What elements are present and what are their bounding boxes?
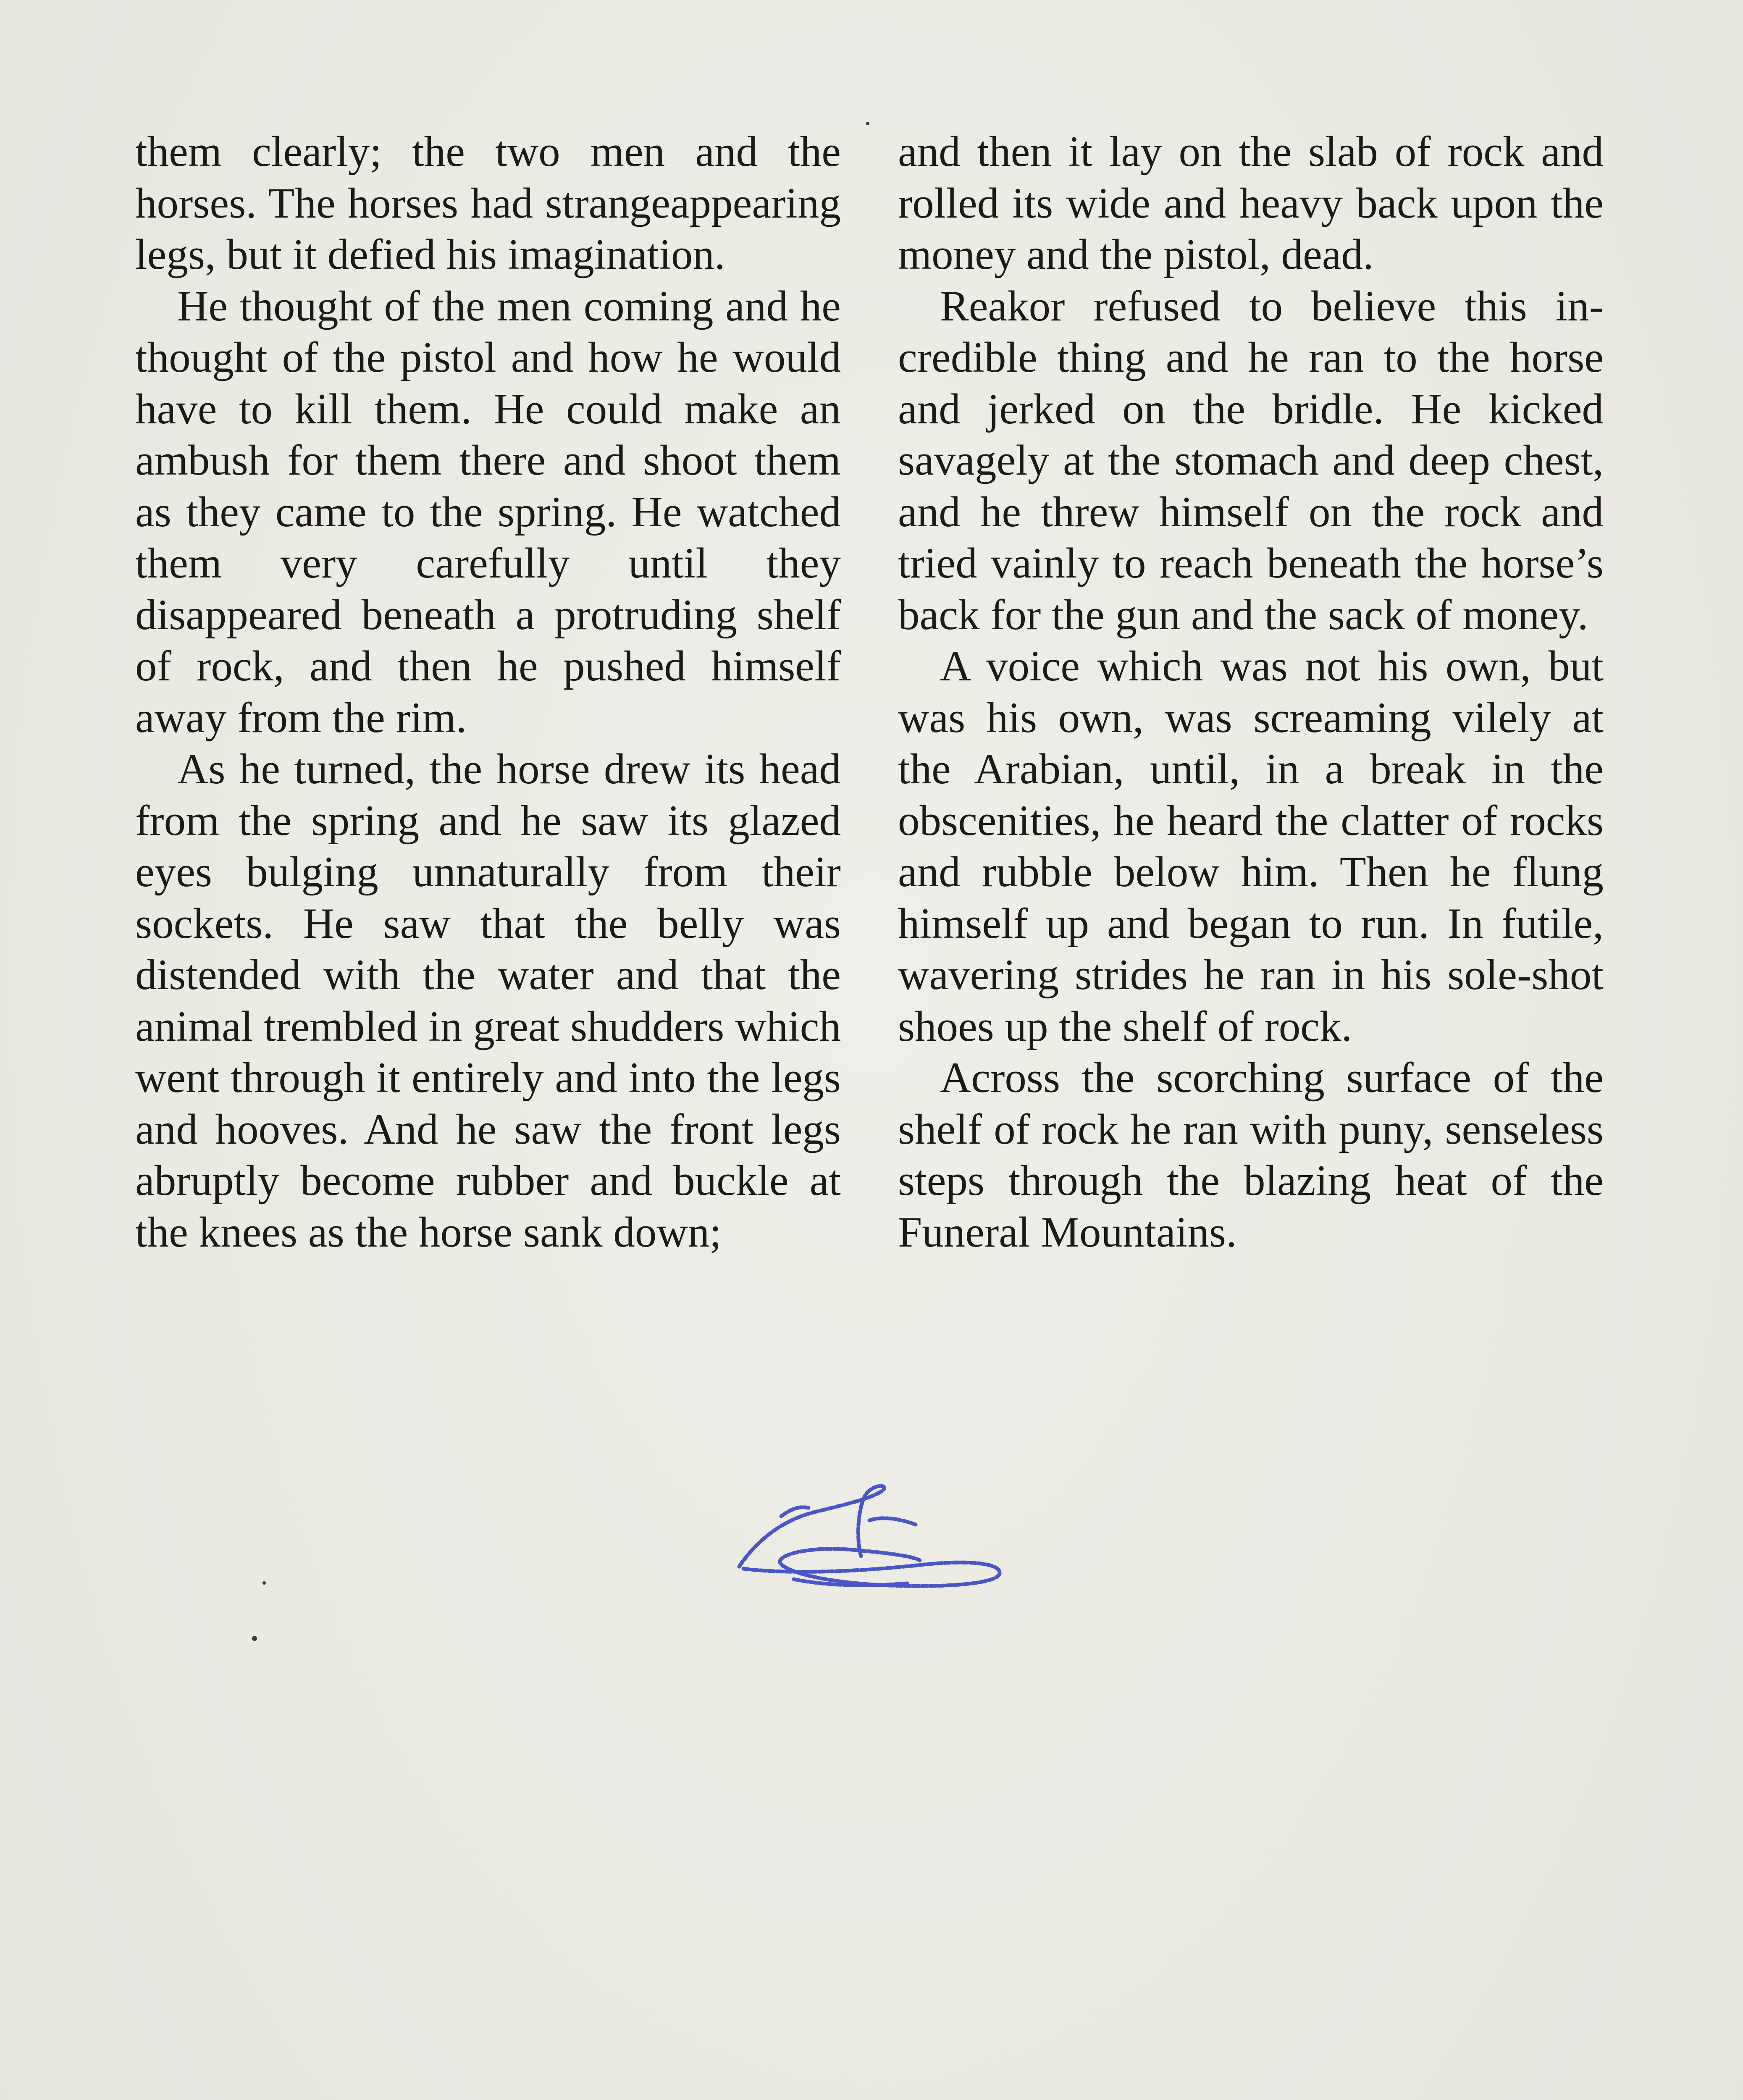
left-paragraph-3: As he turned, the horse drew its head from the spring and he saw its glazed eyes bulging unnaturally from their sockets. He saw that the belly was distended with the water and that the animal trembled in great shudders which went through it entirely and into the legs and hooves. And he saw the front legs abruptly become rubber and buckle at the knees as the horse sank down; [135, 745, 841, 1256]
paper-speck [262, 1581, 266, 1585]
paper-speck [252, 1636, 257, 1641]
left-paragraph-2: He thought of the men coming and he thought of the pistol and how he would have to kill them. He could make an ambush for them there and shoot them as they came to the spring. He watched them very carefully until they disappeared beneath a protruding shelf of rock, and then he pushed himself away from the rim. [135, 282, 841, 742]
right-text-column [898, 126, 1604, 1258]
right-paragraph-1: and then it lay on the slab of rock and rolled its wide and heavy back upon the money and the pistol, dead. [898, 128, 1604, 278]
right-paragraph-3: A voice which was not his own, but was his own, was screaming vilely at the Arabian, until, in a break in the obscenities, he heard the clatter of rocks and rubble below him. Then he flung himself up and began to run. In futile, wavering strides he ran in his sole-shot shoes up the shelf of rock. [898, 642, 1604, 1050]
right-paragraph-2: Reakor refused to believe this incredible thing and he ran to the horse and jerked on the bridle. He kicked savagely at the stomach and deep chest, and he threw himself on the rock and tried vainly to reach beneath the horse’s back for the gun and the sack of money. [898, 282, 1604, 639]
paper-speck [866, 122, 869, 125]
right-paragraph-4: Across the scorching surface of the shelf of rock he ran with puny, senseless steps through the blazing heat of the Funeral Mountains. [898, 1054, 1604, 1256]
blue-ink-stamp-icon [731, 1466, 1008, 1592]
left-paragraph-1: them clearly; the two men and the horses. The horses had strangeappearing legs, but it defied his imagination. [135, 128, 841, 278]
left-text-column [135, 126, 841, 1258]
